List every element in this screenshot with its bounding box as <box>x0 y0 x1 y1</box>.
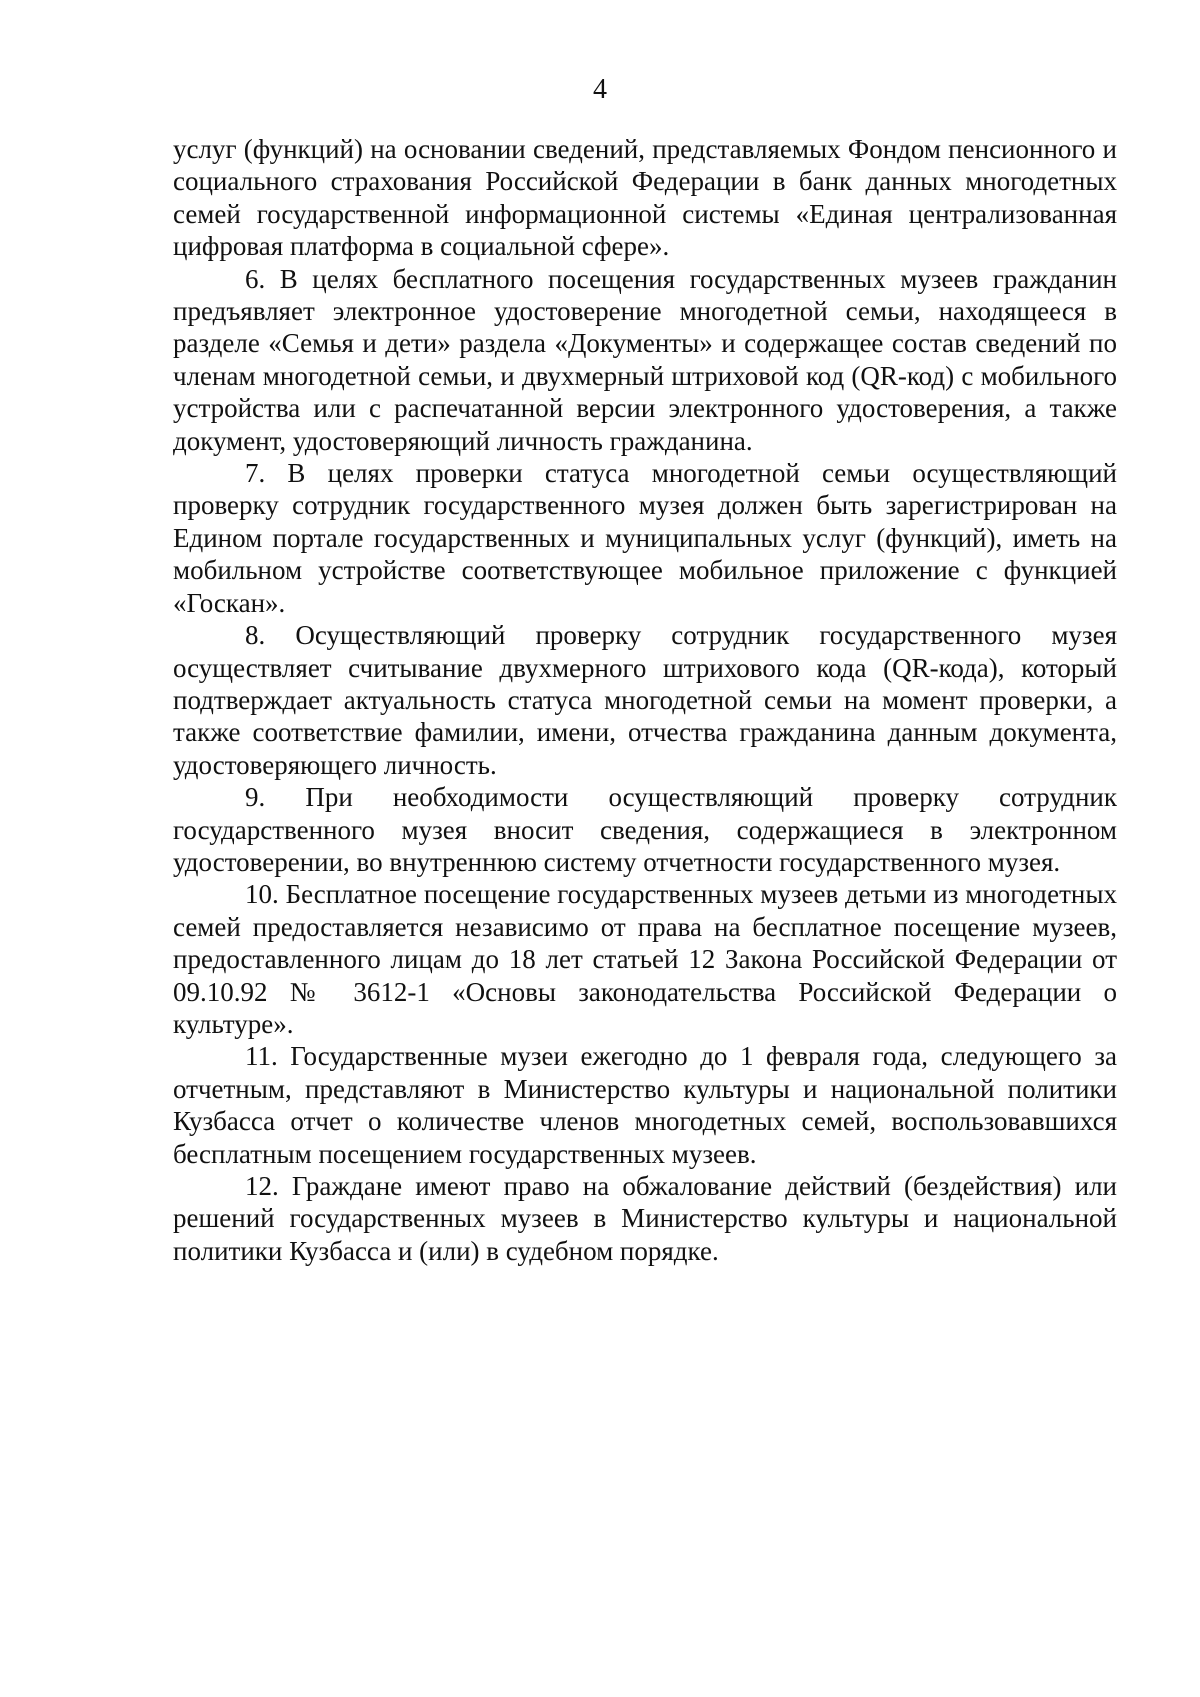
paragraph-item-10: 10. Бесплатное посещение государственных музеев детьми из многодетных семей предоставляется независимо от права на бесплатное посещение музеев, предоставленного лицам до 18 лет статьей 12 Закона Российской Федерации от 09.10.92 № 3612-1 «Основы законодательства Российской Федерации о культуре». <box>173 879 1117 1039</box>
paragraph-item-12: 12. Граждане имеют право на обжалование действий (бездействия) или решений государственных музеев в Министерство культуры и национальной политики Кузбасса и (или) в судебном порядке. <box>173 1171 1117 1266</box>
document-body <box>173 133 1117 1267</box>
paragraph-continuation: услуг (функций) на основании сведений, представляемых Фондом пенсионного и социального страхования Российской Федерации в банк данных многодетных семей государственной информационной системы «Единая централизованная цифровая платформа в социальной сфере». <box>173 134 1117 262</box>
paragraph-item-11: 11. Государственные музеи ежегодно до 1 февраля года, следующего за отчетным, представляют в Министерство культуры и национальной политики Кузбасса отчет о количестве членов многодетных семей, воспользовавшихся бесплатным посещением государственных музеев. <box>173 1041 1117 1169</box>
page-number: 4 <box>593 74 607 105</box>
paragraph-item-6: 6. В целях бесплатного посещения государственных музеев гражданин предъявляет электронное удостоверение многодетной семьи, находящееся в разделе «Семья и дети» раздела «Документы» и содержащее состав сведений по членам многодетной семьи, и двухмерный штриховой код (QR-код) с мобильного устройства или с распечатанной версии электронного удостоверения, а также документ, удостоверяющий личность гражданина. <box>173 263 1117 456</box>
paragraph-item-7: 7. В целях проверки статуса многодетной семьи осуществляющий проверку сотрудник государственного музея должен быть зарегистрирован на Едином портале государственных и муниципальных услуг (функций), иметь на мобильном устройстве соответствующее мобильное приложение с функцией «Госкан». <box>173 458 1117 618</box>
paragraph-item-8: 8. Осуществляющий проверку сотрудник государственного музея осуществляет считывание двухмерного штрихового кода (QR-кода), который подтверждает актуальность статуса многодетной семьи на момент проверки, а также соответствие фамилии, имени, отчества гражданина данным документа, удостоверяющего личность. <box>173 620 1117 780</box>
paragraph-item-9: 9. При необходимости осуществляющий проверку сотрудник государственного музея вносит сведения, содержащиеся в электронном удостоверении, во внутреннюю систему отчетности государственного музея. <box>173 782 1117 877</box>
